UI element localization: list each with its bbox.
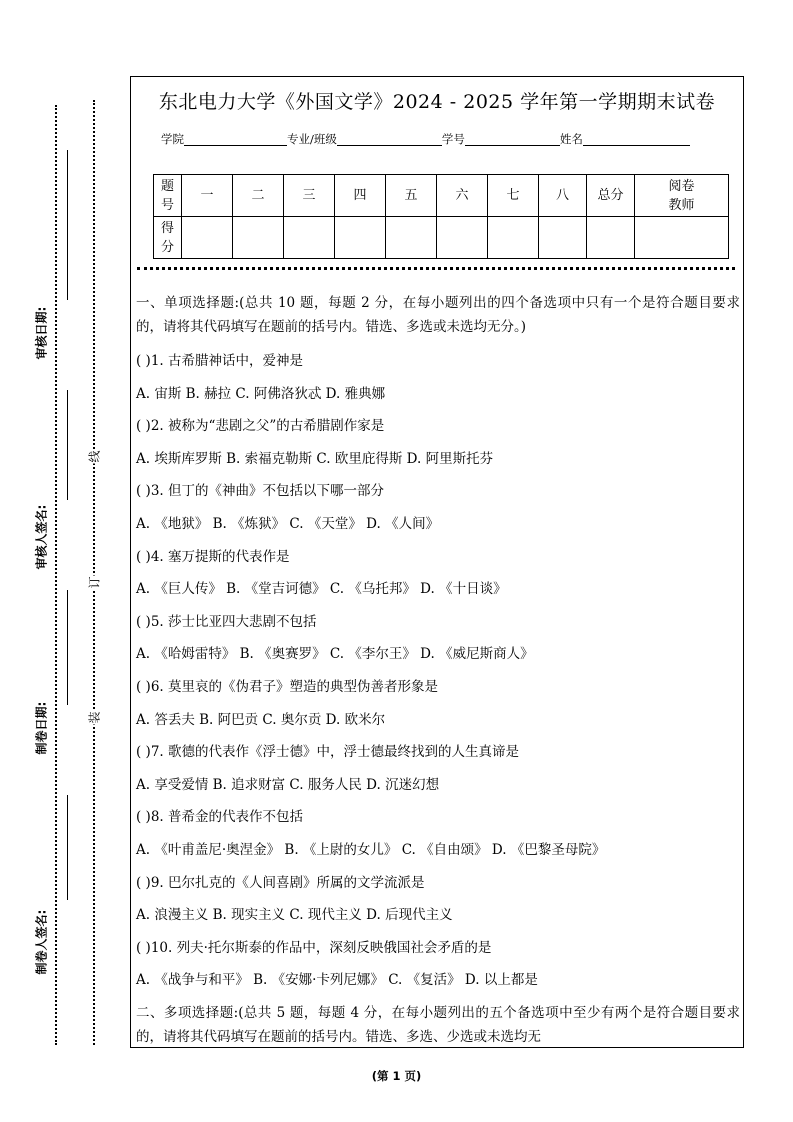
section1-instructions: 一、单项选择题:(总共 10 题，每题 2 分，在每小题列出的四个备选项中只有一个是符合题目要求的，请将其代码填写在题前的括号内。错选、多选或未选均无分。) (136, 295, 740, 335)
compiler-signature-line[interactable] (67, 795, 68, 900)
left-dotted-line (55, 105, 57, 1045)
question-9-stem: ( )9. 巴尔扎克的《人间喜剧》所属的文学流派是 (136, 874, 425, 891)
exam-content (136, 289, 740, 1049)
score-table-header-row (154, 175, 729, 217)
score-cell-7[interactable] (488, 217, 539, 259)
reviewer-signature-line[interactable] (67, 390, 68, 500)
col-header-2: 二 (233, 175, 284, 217)
col-header-1: 一 (182, 175, 233, 217)
question-7-options: A. 享受爱情 B. 追求财富 C. 服务人民 D. 沉迷幻想 (136, 776, 440, 793)
question-8-options: A. 《叶甫盖尼·奥涅金》 B. 《上尉的女儿》 C. 《自由颂》 D. 《巴黎圣母院》 (136, 841, 606, 858)
question-10-options: A. 《战争与和平》 B. 《安娜·卡列尼娜》 C. 《复活》 D. 以上都是 (136, 972, 538, 989)
question-2-options: A. 埃斯库罗斯 B. 索福克勒斯 C. 欧里庇得斯 D. 阿里斯托芬 (136, 450, 494, 467)
page-number: (第 1 页) (371, 1069, 422, 1083)
question-6-stem: ( )6. 莫里哀的《伪君子》塑造的典型伪善者形象是 (136, 678, 438, 695)
review-date-label: 审核日期: (34, 306, 49, 360)
col-header-4: 四 (335, 175, 386, 217)
score-char-2: 分 (160, 239, 174, 255)
question-5-options: A. 《哈姆雷特》 B. 《奥赛罗》 C. 《李尔王》 D. 《威尼斯商人》 (136, 646, 534, 663)
score-cell-1[interactable] (182, 217, 233, 259)
question-2-stem: ( )2. 被称为“悲剧之父”的古希腊剧作家是 (136, 418, 385, 435)
score-cell-grader[interactable] (635, 217, 729, 259)
question-8-stem: ( )8. 普希金的代表作不包括 (136, 809, 303, 826)
question-3-stem: ( )3. 但丁的《神曲》不包括以下哪一部分 (136, 483, 384, 500)
review-date-block (25, 150, 57, 380)
score-cell-8[interactable] (539, 217, 587, 259)
col-header-3: 三 (284, 175, 335, 217)
compile-date-line[interactable] (67, 590, 68, 705)
major-class-field[interactable] (337, 133, 442, 146)
grader-char-1: 阅卷 (668, 178, 695, 194)
question-7-stem: ( )7. 歌德的代表作《浮士德》中，浮士德最终找到的人生真谛是 (136, 744, 519, 761)
seal-char-pack: 装 (87, 711, 102, 724)
exam-frame (130, 76, 744, 1048)
question-1-stem: ( )1. 古希腊神话中，爱神是 (136, 353, 303, 369)
score-cell-6[interactable] (437, 217, 488, 259)
score-table-score-row (154, 217, 729, 259)
col-header-7: 七 (488, 175, 539, 217)
header-cell-question (154, 175, 182, 217)
score-table (153, 174, 729, 259)
score-cell-total[interactable] (587, 217, 635, 259)
student-id-field[interactable] (465, 133, 560, 146)
compiler-signature-label: 制卷人签名: (34, 909, 49, 975)
col-header-5: 五 (386, 175, 437, 217)
compile-date-label: 制卷日期: (34, 701, 49, 755)
question-9-options: A. 浪漫主义 B. 现实主义 C. 现代主义 D. 后现代主义 (136, 907, 453, 924)
college-label: 学院 (161, 132, 184, 146)
question-5-stem: ( )5. 莎士比亚四大悲剧不包括 (136, 613, 317, 630)
binding-margin (0, 0, 102, 1060)
major-class-label: 专业/班级 (287, 132, 337, 146)
compile-date-block (25, 590, 57, 790)
seal-char-line: 线 (87, 450, 102, 463)
question-3-options: A. 《地狱》 B. 《炼狱》 C. 《天堂》 D. 《人间》 (136, 515, 440, 532)
name-field[interactable] (583, 133, 690, 146)
score-cell-5[interactable] (386, 217, 437, 259)
score-cell-3[interactable] (284, 217, 335, 259)
compiler-signature-block (25, 795, 57, 1035)
question-6-options: A. 答丢夫 B. 阿巴贡 C. 奥尔贡 D. 欧米尔 (136, 711, 386, 728)
section2-instructions: 二、多项选择题:(总共 5 题，每题 4 分，在每小题列出的五个备选项中至少有两个是符合题目要求的，请将其代码填写在题前的括号内。错选、多选、少选或未选均无 (136, 1004, 740, 1045)
score-char-1: 得 (160, 220, 174, 236)
header-char-1: 题 (160, 178, 174, 194)
exam-title: 东北电力大学《外国文学》2024 - 2025 学年第一学期期末试卷 (158, 91, 716, 113)
col-header-8: 八 (539, 175, 587, 217)
header-cell-score (154, 217, 182, 259)
review-date-line[interactable] (67, 150, 68, 300)
college-field[interactable] (184, 133, 287, 146)
question-1-options: A. 宙斯 B. 赫拉 C. 阿佛洛狄忒 D. 雅典娜 (136, 385, 386, 402)
grader-char-2: 教师 (668, 197, 695, 213)
reviewer-signature-label: 审核人签名: (34, 504, 49, 570)
question-4-stem: ( )4. 塞万提斯的代表作是 (136, 548, 290, 565)
score-cell-4[interactable] (335, 217, 386, 259)
col-header-grader (635, 175, 729, 217)
col-header-total: 总分 (587, 175, 635, 217)
col-header-6: 六 (437, 175, 488, 217)
seal-dotted-line (93, 100, 95, 1045)
question-10-stem: ( )10. 列夫·托尔斯泰的作品中，深刻反映俄国社会矛盾的是 (136, 939, 492, 956)
seal-char-bind: 订 (87, 576, 102, 589)
name-label: 姓名 (559, 132, 583, 146)
header-separator-dotted (137, 267, 735, 270)
student-id-label: 学号 (441, 132, 465, 146)
question-4-options: A. 《巨人传》 B. 《堂吉诃德》 C. 《乌托邦》 D. 《十日谈》 (136, 581, 507, 598)
reviewer-signature-block (25, 390, 57, 610)
score-cell-2[interactable] (233, 217, 284, 259)
student-info-row (161, 131, 721, 151)
header-char-2: 号 (160, 197, 174, 213)
